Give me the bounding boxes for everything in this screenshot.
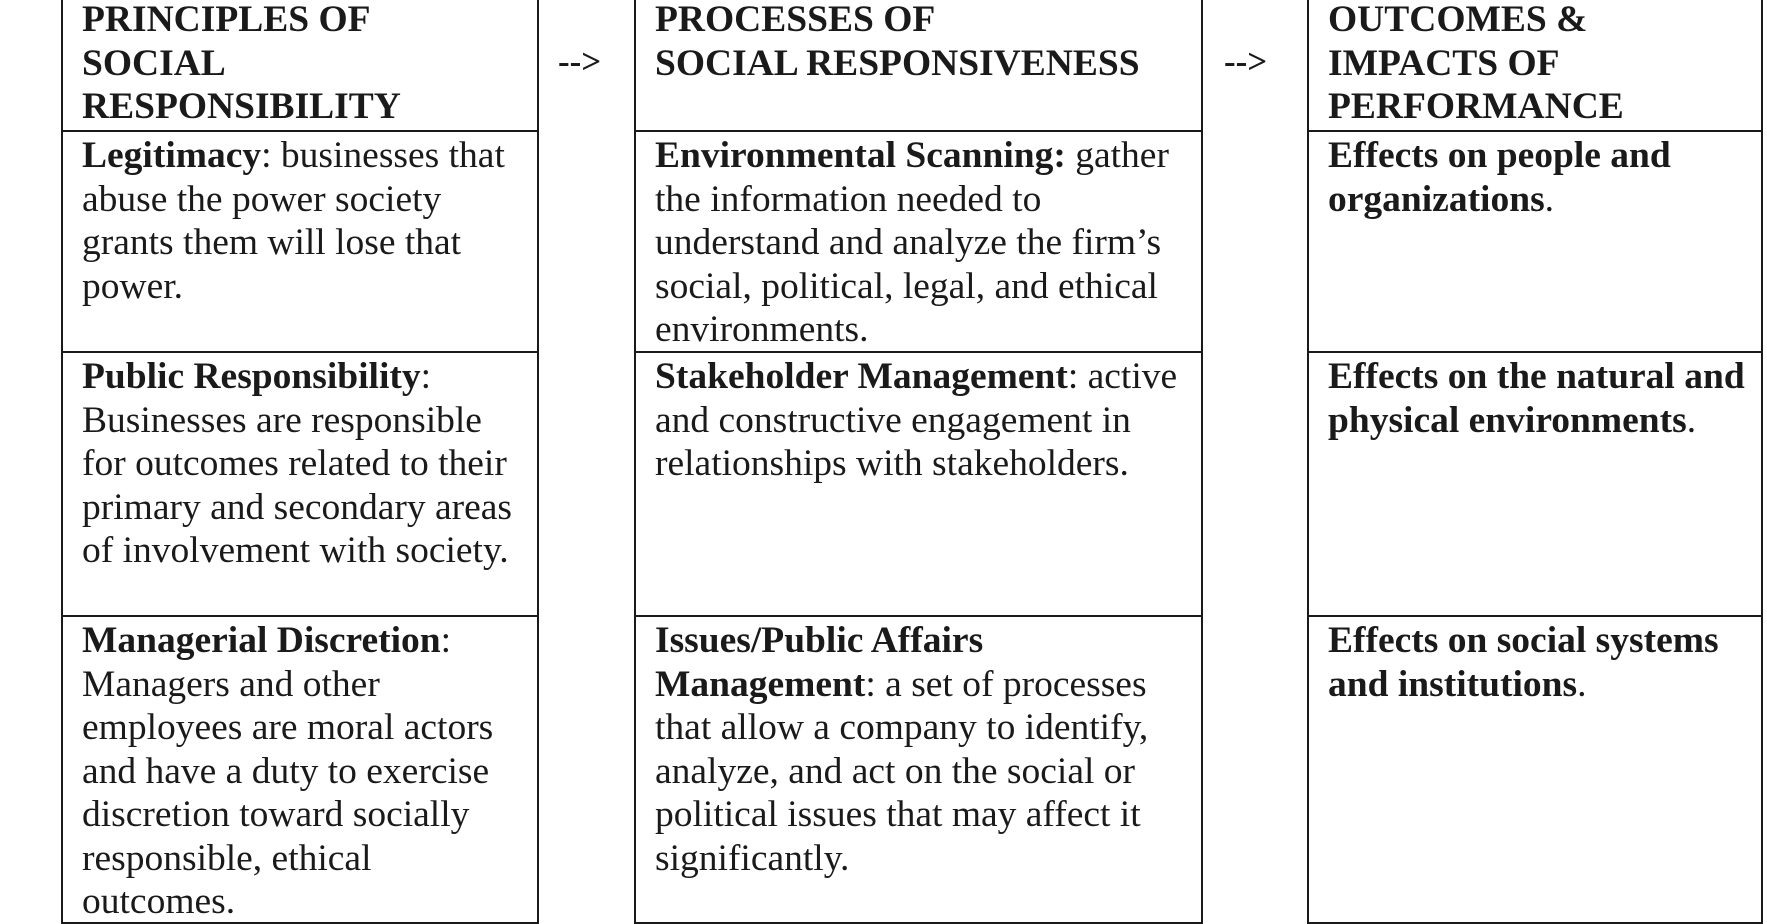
cell-separator: . [1544, 178, 1555, 220]
heading-line: RESPONSIBILITY [82, 86, 401, 127]
cell-managerial-discretion [63, 615, 537, 922]
cell-text: a set of processes that allow a company to identify, analyze, and act on the social or political issues that may affect it significantly. [655, 663, 1149, 879]
cell-separator: : [865, 663, 876, 705]
heading-line: OUTCOMES & [1328, 0, 1588, 40]
column-principles [61, 0, 539, 924]
cell-separator: : [261, 135, 272, 176]
cell-stakeholder-management [636, 351, 1201, 615]
column-heading [63, 0, 537, 130]
cell-issues-public-affairs [636, 615, 1201, 922]
cell-public-responsibility [63, 351, 537, 615]
column-heading [636, 0, 1201, 130]
column-outcomes [1307, 0, 1763, 924]
flow-arrow: --> [558, 42, 602, 81]
heading-line: PROCESSES OF [655, 0, 936, 40]
cell-separator: . [1577, 663, 1587, 705]
cell-separator: : [440, 620, 452, 661]
cell-text: Managers and other employees are moral actors and have a duty to exercise discretion toward socially responsible, ethical outcomes. [82, 663, 494, 922]
cell-text: Businesses are responsible for outcomes related to their primary and secondary areas of involvement with society. [82, 399, 513, 571]
cell-effects-natural [1309, 351, 1761, 615]
cell-text: businesses that abuse the power society grants them will lose that power. [82, 135, 505, 307]
cell-term: Effects on the natural and physical environments [1328, 356, 1745, 441]
cell-separator: . [1686, 399, 1697, 441]
cell-term: Issues/Public Affairs Management [655, 620, 984, 705]
cell-legitimacy [63, 130, 537, 351]
cell-term: Effects on people and organizations [1328, 135, 1671, 220]
heading-line: PRINCIPLES OF [82, 0, 371, 40]
cell-term: Effects on social systems and institutions [1328, 620, 1719, 705]
cell-text: active and constructive engagement in relationships with stakeholders. [655, 356, 1178, 484]
cell-term: Stakeholder Management [655, 356, 1068, 397]
cell-effects-people [1309, 130, 1761, 351]
cell-term: Managerial Discretion [82, 620, 441, 661]
cell-term: Public Responsibility [82, 356, 421, 397]
column-heading [1309, 0, 1761, 130]
cell-effects-social [1309, 615, 1761, 922]
cell-text: gather the information needed to understand and analyze the firm’s social, political, legal, and ethical environments. [655, 135, 1169, 350]
column-processes [634, 0, 1203, 924]
flow-arrow: --> [1224, 42, 1268, 81]
cell-term: Environmental Scanning: [655, 135, 1066, 176]
cell-term: Legitimacy [82, 135, 262, 176]
heading-line: SOCIAL RESPONSIVENESS [655, 42, 1140, 84]
heading-line: PERFORMANCE [1328, 86, 1624, 127]
heading-line: SOCIAL [82, 42, 226, 84]
heading-line: IMPACTS OF [1328, 42, 1560, 84]
cell-separator: : [1067, 356, 1079, 397]
cell-separator: : [420, 356, 432, 397]
cell-environmental-scanning [636, 130, 1201, 351]
